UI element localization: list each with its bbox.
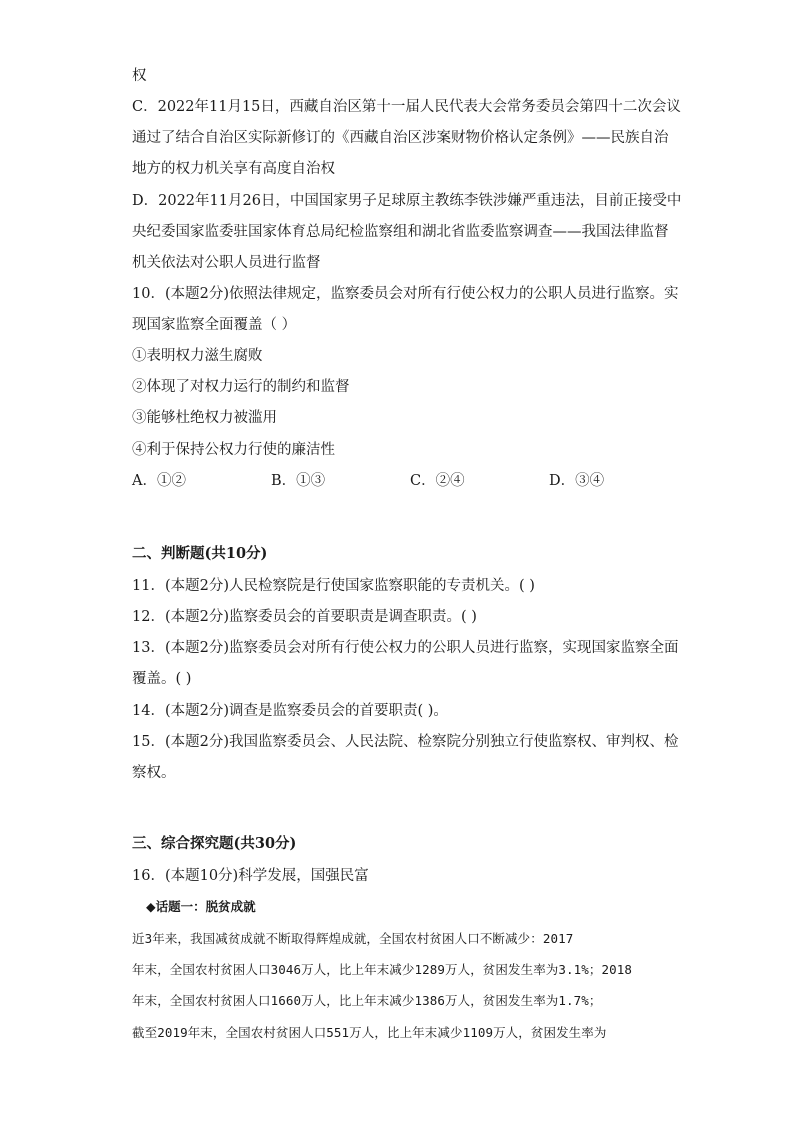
question-10: 10．(本题2分)依照法律规定，监察委员会对所有行使公权力的公职人员进行监察。实 [132, 286, 679, 302]
question-11: 11．(本题2分)人民检察院是行使国家监察职能的专责机关。( ) [132, 578, 535, 594]
option-a: A．①② [132, 473, 186, 489]
question-16: 16．(本题10分)科学发展，国强民富 [132, 868, 369, 884]
text-line: 权 [132, 68, 147, 84]
question-12: 12．(本题2分)监察委员会的首要职责是调查职责。( ) [132, 609, 477, 625]
text-line: 通过了结合自治区实际新修订的《西藏自治区涉案财物价格认定条例》——民族自治 [132, 130, 669, 146]
option-c-line: C．2022年11月15日，西藏自治区第十一届人民代表大会常务委员会第四十二次会议 [132, 99, 681, 115]
passage-line: 年末，全国农村贫困人口1660万人，比上年末减少1386万人，贫困发生率为1.7%； [132, 993, 602, 1008]
statement-3: ③能够杜绝权力被滥用 [132, 410, 277, 426]
passage-line: 截至2019年末，全国农村贫困人口551万人，比上年末减少1109万人，贫困发生率为 [132, 1025, 607, 1040]
topic-heading: ◆话题一：脱贫成就 [146, 899, 256, 914]
section-title-inquiry: 三、综合探究题(共30分) [132, 835, 297, 852]
text-line: 现国家监察全面覆盖（ ） [132, 317, 297, 333]
question-13: 13．(本题2分)监察委员会对所有行使公权力的公职人员进行监察，实现国家监察全面 [132, 640, 679, 656]
text-line: 机关依法对公职人员进行监督 [132, 255, 321, 271]
question-14: 14．(本题2分)调查是监察委员会的首要职责( )。 [132, 703, 448, 719]
question-15: 15．(本题2分)我国监察委员会、人民法院、检察院分别独立行使监察权、审判权、检 [132, 734, 679, 750]
option-d: D．③④ [549, 473, 605, 489]
text-line: 地方的权力机关享有高度自治权 [132, 161, 335, 177]
passage-line: 年末，全国农村贫困人口3046万人，比上年末减少1289万人，贫困发生率为3.1%；2018 [132, 962, 633, 977]
answer-options [132, 471, 672, 491]
statement-1: ①表明权力滋生腐败 [132, 348, 263, 364]
text-line: 覆盖。( ) [132, 671, 192, 687]
statement-2: ②体现了对权力运行的制约和监督 [132, 379, 350, 395]
passage-line: 近3年来，我国减贫成就不断取得辉煌成就，全国农村贫困人口不断减少：2017 [132, 931, 574, 946]
option-d-line: D．2022年11月26日，中国国家男子足球原主教练李铁涉嫌严重违法，目前正接受中 [132, 193, 682, 209]
statement-4: ④利于保持公权力行使的廉洁性 [132, 442, 335, 458]
option-c: C．②④ [410, 473, 465, 489]
text-line: 察权。 [132, 765, 176, 781]
section-title-judgment: 二、判断题(共10分) [132, 545, 268, 562]
option-b: B．①③ [271, 473, 326, 489]
text-line: 央纪委国家监委驻国家体育总局纪检监察组和湖北省监委监察调查——我国法律监督 [132, 224, 669, 240]
